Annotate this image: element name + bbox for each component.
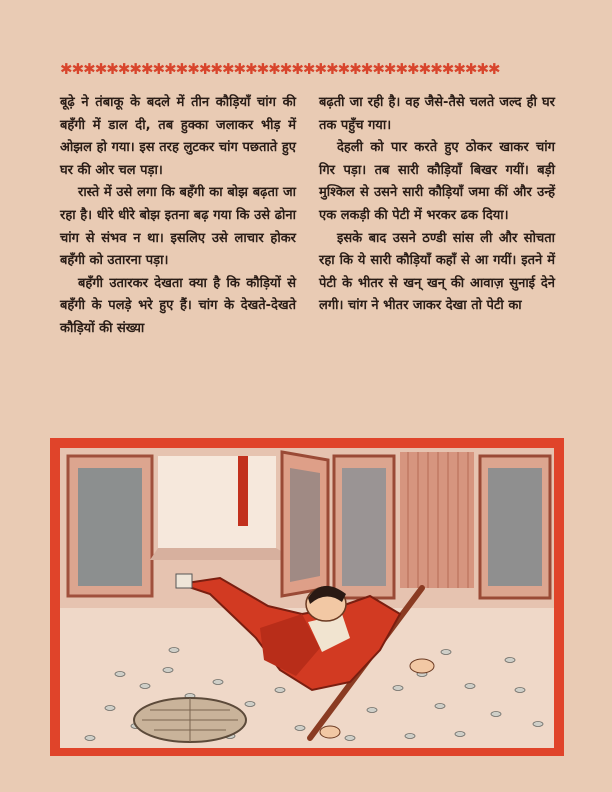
doorway bbox=[158, 456, 276, 548]
decorative-border: ✱✱✱✱✱✱✱✱✱✱✱✱✱✱✱✱✱✱✱✱✱✱✱✱✱✱✱✱✱✱✱✱✱✱✱✱✱✱ bbox=[60, 60, 500, 78]
foot bbox=[176, 574, 192, 588]
paragraph: देहली को पार करते हुए ठोकर खाकर चांग गिर पड़ा। तब सारी कौड़ियाँ बिखर गयीं। बड़ी मुश्किल से उसने सारी कौड़ियाँ जमा कीं और उन्हें एक लकड़ी की पेटी में भरकर ढक दिया। bbox=[319, 140, 555, 223]
right-door-panel bbox=[488, 468, 542, 586]
paragraph: रास्ते में उसे लगा कि बहँगी का बोझ बढ़ता जा रहा है। धीरे धीरे बोझ इतना बढ़ गया कि उसे ढोना चांग से संभव न था। इसलिए उसे लाचार होकर बहँगी को उतारना पड़ा। bbox=[60, 185, 296, 269]
threshold bbox=[150, 548, 296, 560]
paragraph: बहँगी उतारकर देखता क्या है कि कौड़ियों से बहँगी के पलड़े भरे हुए हैं। चांग के देखते-देखते कौड़ियों की संख्या bbox=[60, 275, 296, 336]
curtain bbox=[400, 452, 474, 588]
story-illustration bbox=[50, 438, 564, 756]
paragraph: बूढ़े ने तंबाकू के बदले में तीन कौड़ियाँ चांग की बहँगी में डाल दी, तब हुक्का जलाकर भीड़ में ओझल हो गया। इस तरह लुटकर चांग पछताते हुए घर की ओर चल पड़ा। bbox=[60, 95, 296, 178]
wall-panel-inner bbox=[342, 468, 386, 586]
illustration-scene bbox=[50, 438, 564, 756]
hand bbox=[410, 659, 434, 673]
open-door-panel bbox=[290, 468, 320, 582]
paragraph: इसके बाद उसने ठण्डी सांस ली और सोचता रहा कि ये सारी कौड़ियाँ कहाँ से आ गयीं। इतने में पेटी के भीतर से खन् खन् की आवाज़ सुनाई देने लगी। चांग ने भीतर जाकर देखा तो पेटी का bbox=[319, 230, 555, 314]
text-column-right bbox=[319, 92, 555, 318]
paragraph: बढ़ती जा रही है। वह जैसे-तैसे चलते जल्द ही घर तक पहुँच गया। bbox=[319, 95, 555, 133]
text-column-left bbox=[60, 92, 296, 341]
left-door-panel bbox=[78, 468, 142, 586]
hand bbox=[320, 726, 340, 738]
red-pillar bbox=[238, 456, 248, 526]
